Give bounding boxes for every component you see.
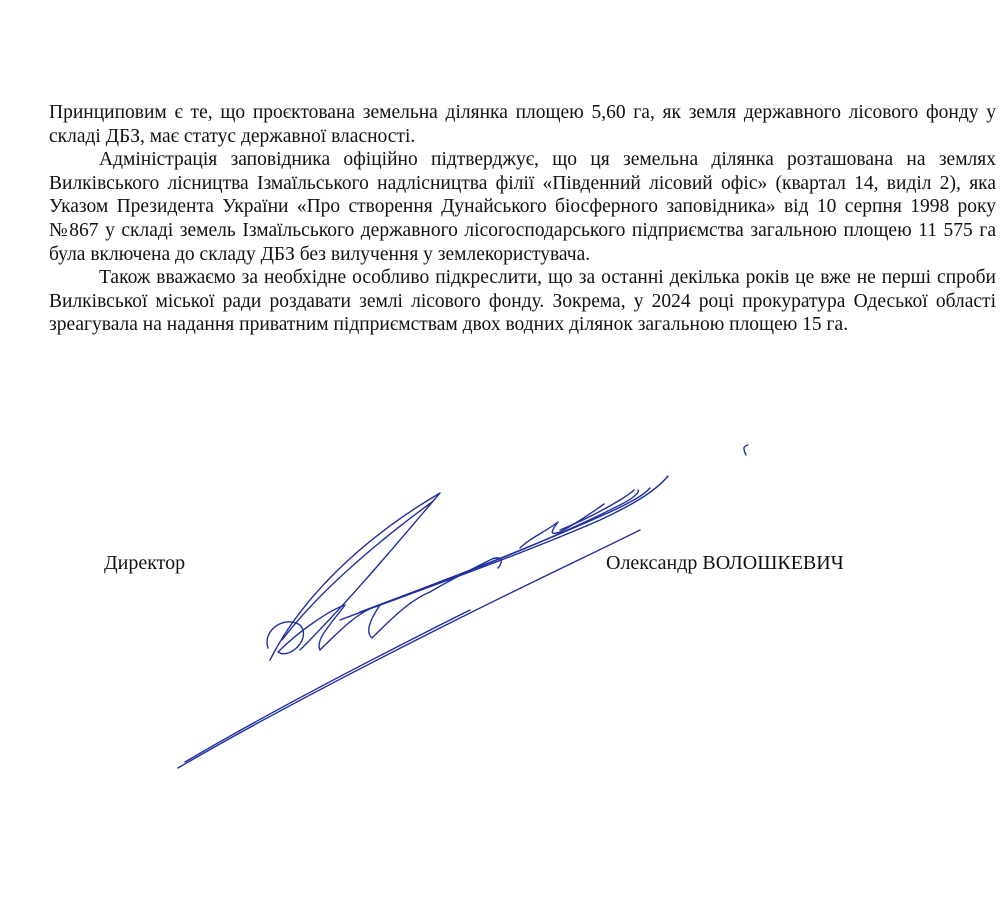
- signatory-title: Директор: [104, 552, 186, 574]
- signatory-name: Олександр ВОЛОШКЕВИЧ: [606, 552, 844, 574]
- letter-body: [49, 101, 996, 337]
- paragraph-legal-status: Принциповим є те, що проєктована земельна ділянка площею 5,60 га, як земля державного лісового фонду у складі ДБЗ, має статус державної власності.: [49, 102, 996, 147]
- paragraph-administration-confirmation: Адміністрація заповідника офіційно підтверджує, що ця земельна ділянка розташована на землях Вилківського лісництва Ізмаїльського надлісництва філії «Південний лісовий офіс» (квартал 14, виділ 2), яка Указом Президента України «Про створення Дунайського біосферного заповідника» від 10 серпня 1998 року №867 у складі земель Ізмаїльського державного лісогосподарського підприємства загальною площею 11 575 га була включена до складу ДБЗ без вилучення у землекористувача.: [49, 149, 996, 265]
- paragraph-previous-attempts: Також вважаємо за необхідне особливо підкреслити, що за останні декілька років це вже не перші спроби Вилківської міської ради роздавати землі лісового фонду. Зокрема, у 2024 році прокуратура Одеської області зреагувала на надання приватним підприємствам двох водних ділянок загальною площею 15 га.: [49, 267, 996, 336]
